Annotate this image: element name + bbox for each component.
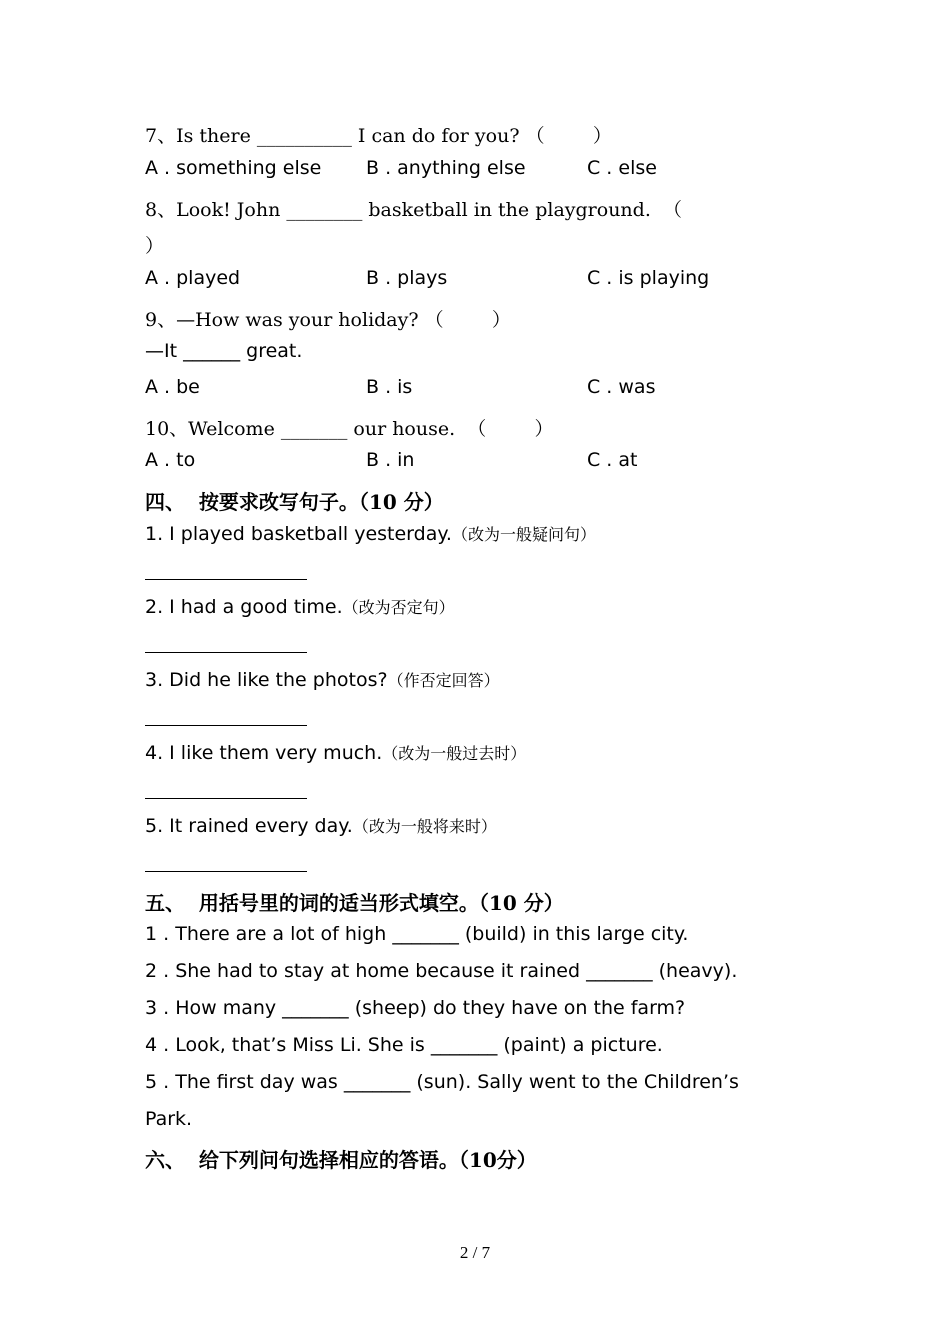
q8-option-a: A . played (145, 267, 241, 289)
page-number: 2 / 7 (459, 1243, 491, 1262)
fill-item-5: 5 . The first day was _______ (sun). Sally went to the Children’s (145, 1071, 739, 1093)
rewrite-item-note: （改为一般过去时） (382, 744, 527, 763)
rewrite-item-note: （改为一般将来时） (352, 817, 497, 836)
answer-blank (145, 798, 307, 799)
answer-blank (145, 725, 307, 726)
rewrite-item-text: 1. I played basketball yesterday. (145, 523, 452, 545)
answer-blank (145, 652, 307, 653)
question-9: 9、—How was your holiday? （ ） (145, 309, 511, 331)
fill-item-3: 3 . How many _______ (sheep) do they have on the farm? (145, 997, 686, 1019)
question-9-answer-line: —It ______ great. (145, 340, 303, 362)
rewrite-item-note: （改为一般疑问句） (451, 525, 596, 544)
q9-option-b: B . is (366, 376, 413, 398)
q10-option-c: C . at (587, 449, 638, 471)
fill-item-5-continued: Park. (145, 1108, 193, 1130)
q9-option-c: C . was (587, 376, 656, 398)
rewrite-item-text: 4. I like them very much. (145, 742, 383, 764)
question-10: 10、Welcome _______ our house. （ ） (145, 418, 554, 440)
q9-option-a: A . be (145, 376, 200, 398)
q10-option-b: B . in (366, 449, 415, 471)
rewrite-item-note: （作否定回答） (387, 671, 500, 690)
fill-item-1: 1 . There are a lot of high _______ (build) in this large city. (145, 923, 689, 945)
fill-item-2: 2 . She had to stay at home because it rained _______ (heavy). (145, 960, 738, 982)
fill-item-4: 4 . Look, that’s Miss Li. She is _______ (paint) a picture. (145, 1034, 663, 1056)
rewrite-item-2 (145, 595, 455, 618)
rewrite-item-note: （改为否定句） (342, 598, 455, 617)
q8-option-b: B . plays (366, 267, 448, 289)
rewrite-item-1 (145, 522, 596, 545)
rewrite-item-5 (145, 814, 497, 837)
rewrite-item-3 (145, 668, 500, 691)
question-8-paren: ） (145, 235, 165, 257)
section-4-heading: 四、 按要求改写句子。（10 分） (145, 490, 444, 514)
q10-option-a: A . to (145, 449, 196, 471)
section-5-heading: 五、 用括号里的词的适当形式填空。（10 分） (145, 891, 564, 915)
rewrite-item-text: 2. I had a good time. (145, 596, 343, 618)
answer-blank (145, 871, 307, 872)
question-8: 8、Look! John ________ basketball in the playground. （ (145, 199, 682, 221)
q7-option-a: A . something else (145, 157, 322, 179)
question-7: 7、Is there __________ I can do for you? （ ） (145, 125, 612, 147)
rewrite-item-4 (145, 741, 526, 764)
rewrite-item-text: 3. Did he like the photos? (145, 669, 388, 691)
q8-option-c: C . is playing (587, 267, 710, 289)
q7-option-b: B . anything else (366, 157, 526, 179)
section-6-heading: 六、 给下列问句选择相应的答语。（10分） (145, 1148, 537, 1172)
q7-option-c: C . else (587, 157, 657, 179)
rewrite-item-text: 5. It rained every day. (145, 815, 353, 837)
answer-blank (145, 579, 307, 580)
